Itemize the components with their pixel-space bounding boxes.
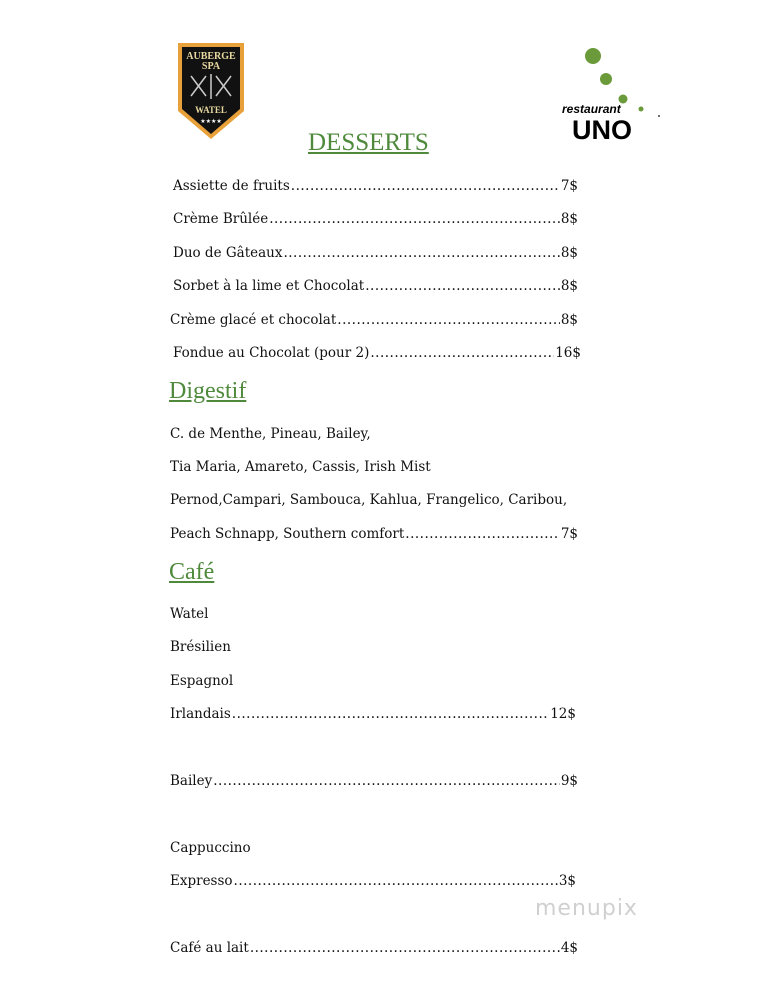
item-name: Brésilien	[170, 639, 231, 655]
item-price: 16$	[555, 345, 581, 361]
item-name: Pernod,Campari, Sambouca, Kahlua, Frangelico, Caribou,	[170, 492, 568, 508]
item-name: Tia Maria, Amareto, Cassis, Irish Mist	[170, 459, 431, 475]
menu-line	[170, 638, 231, 656]
item-price: 4$	[560, 940, 578, 956]
svg-text:SPA: SPA	[201, 61, 221, 72]
menu-item	[173, 177, 578, 195]
item-name: Cappuccino	[170, 840, 251, 856]
restaurant-uno-logo	[560, 45, 670, 145]
item-name: Espagnol	[170, 673, 234, 689]
item-price: 9$	[560, 773, 578, 789]
menu-item	[170, 705, 576, 723]
item-price: 8$	[560, 312, 578, 328]
menu-item	[170, 939, 578, 957]
item-name: C. de Menthe, Pineau, Bailey,	[170, 426, 371, 442]
menu-item	[173, 210, 578, 228]
svg-text:WATEL: WATEL	[195, 105, 227, 115]
item-name: Expresso	[170, 873, 233, 889]
digestif-heading: Digestif	[169, 378, 247, 404]
desserts-heading: DESSERTS	[308, 129, 429, 156]
item-name: Duo de Gâteaux	[173, 245, 283, 261]
menu-line	[170, 839, 251, 857]
svg-text:★★★★: ★★★★	[200, 118, 222, 125]
menupix-watermark: menupix	[535, 896, 638, 921]
menu-item	[173, 244, 578, 262]
item-name: Assiette de fruits	[173, 178, 290, 194]
item-name: Bailey	[170, 773, 213, 789]
menu-item	[170, 525, 578, 543]
item-name: Crème Brûlée	[173, 211, 269, 227]
item-name: Watel	[170, 606, 209, 622]
svg-text:restaurant: restaurant	[562, 102, 621, 116]
menu-item	[173, 277, 578, 295]
menu-item	[170, 772, 578, 790]
item-price: 8$	[560, 245, 578, 261]
logo-text: AUBERGE	[186, 51, 236, 62]
item-price: 12$	[550, 706, 576, 722]
svg-text:UNO: UNO	[572, 115, 632, 145]
item-name: Crème glacé et chocolat	[170, 312, 337, 328]
item-name: Peach Schnapp, Southern comfort	[170, 526, 405, 542]
menu-item	[170, 872, 576, 890]
item-name: Irlandais	[170, 706, 231, 722]
menu-line	[170, 425, 371, 443]
auberge-spa-watel-logo	[176, 41, 246, 141]
item-price: 7$	[560, 178, 578, 194]
item-price: 7$	[560, 526, 578, 542]
menu-item	[173, 344, 581, 362]
item-name: Café au lait	[170, 940, 249, 956]
menu-item	[170, 311, 578, 329]
item-price: 8$	[560, 278, 578, 294]
menu-line	[170, 458, 431, 476]
menu-line	[170, 672, 233, 690]
menu-line	[170, 605, 208, 623]
item-name: Sorbet à la lime et Chocolat	[173, 278, 365, 294]
item-price: 8$	[560, 211, 578, 227]
item-name: Fondue au Chocolat (pour 2)	[173, 345, 370, 361]
item-price: 3$	[558, 873, 576, 889]
cafe-heading: Café	[169, 559, 215, 585]
menu-line	[170, 491, 567, 509]
